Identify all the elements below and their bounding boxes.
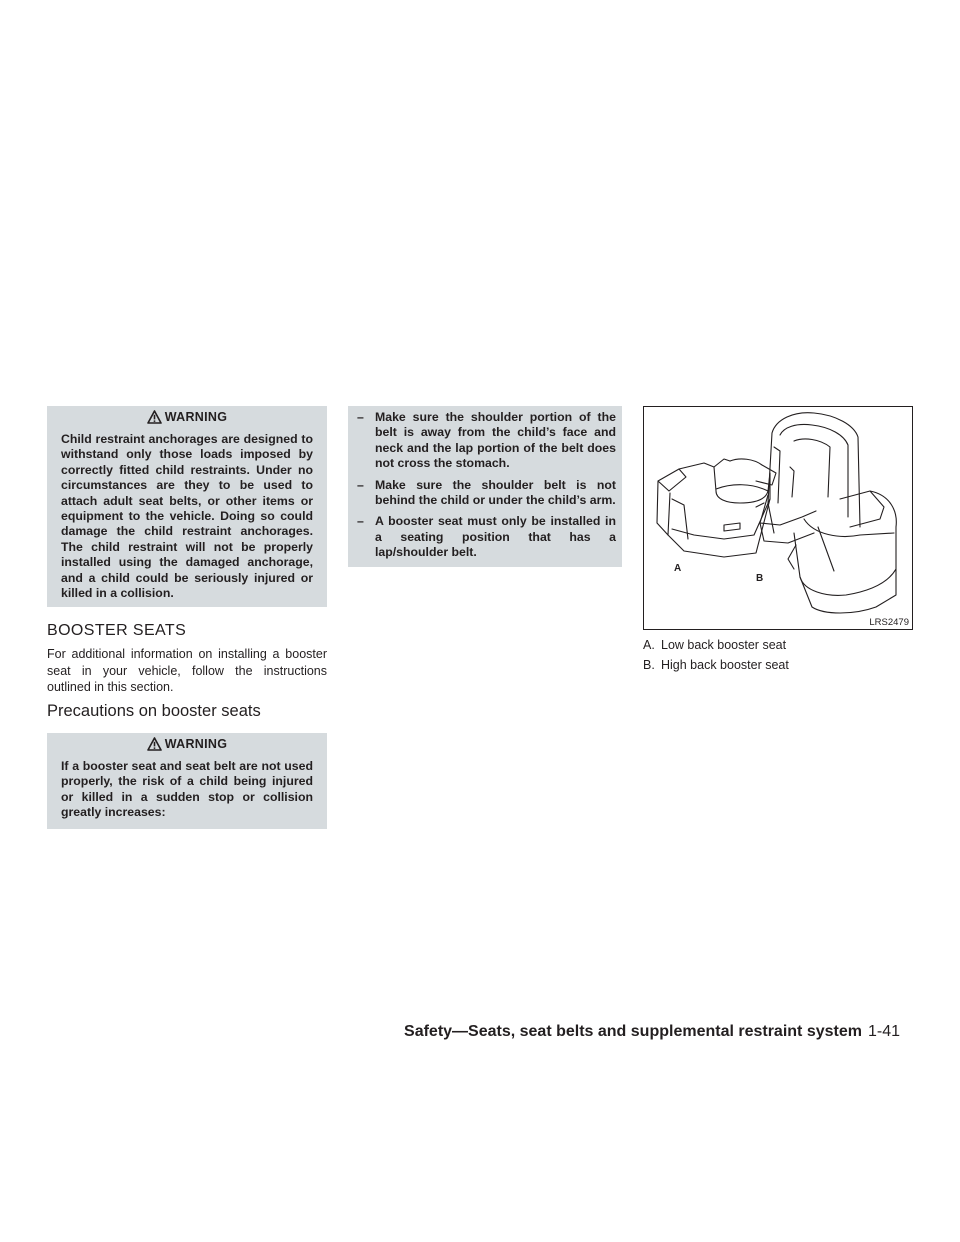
figure-code: LRS2479 <box>869 617 909 628</box>
warning-title: WARNING <box>164 737 228 751</box>
caption-text: Low back booster seat <box>661 638 787 652</box>
page-footer <box>404 1023 900 1041</box>
warning-box-anchorages <box>47 406 327 607</box>
warning-list <box>348 410 616 561</box>
warning-box-booster <box>47 733 327 829</box>
warning-text: Child restraint anchorages are designed to withstand only those loads imposed by correctly fitted child restraints. Under no circumstances are they to be used to attach adult seat belts, or other items or equipment to the vehicle. Doing so could damage the child restraint anchorages. The child restraint will not be properly installed using the damaged anchorage, and a child could be seriously injured or killed in a collision. <box>61 432 313 601</box>
list-item: – Make sure the shoulder belt is not behind the child or under the child’s arm. <box>357 477 616 508</box>
dash-bullet: – <box>357 514 364 529</box>
list-item: – A booster seat must only be installed in a seating position that has a lap/shoulder belt. <box>357 514 616 560</box>
figure-caption-a <box>643 637 786 653</box>
subsection-title: Precautions on booster seats <box>47 702 261 720</box>
caption-key: B. <box>643 658 655 672</box>
figure-caption-b <box>643 657 789 673</box>
list-item: – Make sure the shoulder portion of the belt is away from the child’s face and neck and the lap portion of the belt does not cross the stomach. <box>357 410 616 471</box>
figure-label-b: B <box>756 573 764 584</box>
page-number: 1-41 <box>867 1023 900 1040</box>
section-intro: For additional information on installing a booster seat in your vehicle, follow the instructions outlined in this section. <box>47 647 327 694</box>
footer-title: Safety—Seats, seat belts and supplemental restraint system <box>404 1023 862 1040</box>
section-title: BOOSTER SEATS <box>47 622 187 639</box>
dash-bullet: – <box>357 410 364 424</box>
figure-label-a: A <box>674 563 682 574</box>
warning-header <box>61 733 313 755</box>
warning-text: If a booster seat and seat belt are not used properly, the risk of a child being injured or killed in a sudden stop or collision greatly increases: <box>61 759 313 820</box>
warning-triangle-icon <box>147 737 162 751</box>
warning-header <box>61 406 313 428</box>
warning-triangle-icon <box>147 410 162 424</box>
booster-seats-illustration <box>644 407 912 629</box>
booster-seat-figure <box>643 406 913 630</box>
warning-box-booster-continued <box>348 406 622 567</box>
dash-bullet: – <box>357 477 364 492</box>
caption-key: A. <box>643 638 655 652</box>
caption-text: High back booster seat <box>661 658 789 672</box>
warning-title: WARNING <box>164 410 228 424</box>
